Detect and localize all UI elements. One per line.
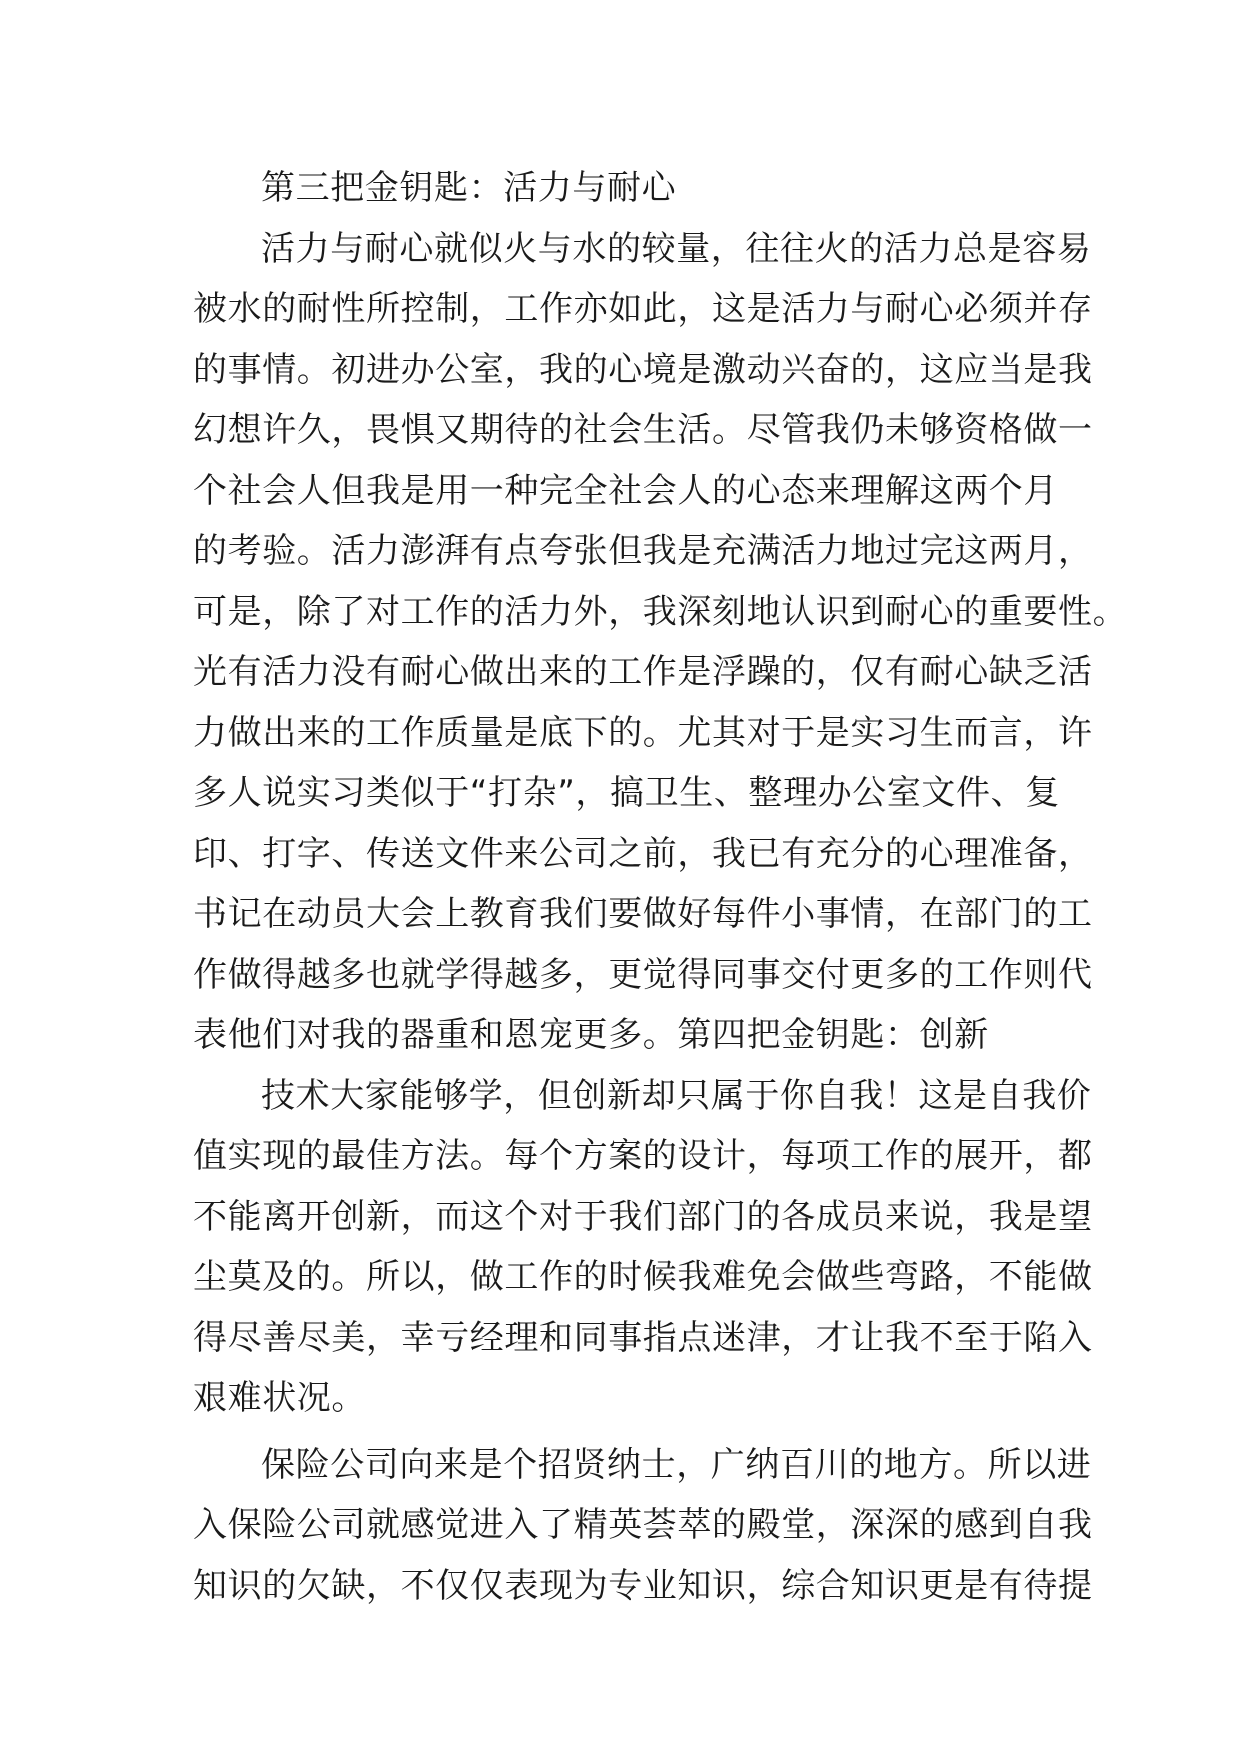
- paragraph-1: [193, 219, 1128, 1066]
- paragraph-3: [193, 1435, 1093, 1617]
- paragraph-line: 不能离开创新，而这个对于我们部门的各成员来说，我是望: [193, 1196, 1093, 1237]
- paragraph-line: 的考验。活力澎湃有点夸张但我是充满活力地过完这两月，: [193, 531, 1093, 571]
- paragraph-line: 艰难状况。: [193, 1378, 366, 1418]
- paragraph-line: 书记在动员大会上教育我们要做好每件小事情，在部门的工: [193, 894, 1093, 934]
- paragraph-line: 保险公司向来是个招贤纳士，广纳百川的地方。所以进: [261, 1444, 1092, 1485]
- paragraph-line: 技术大家能够学，但创新却只属于你自我！这是自我价: [261, 1075, 1092, 1116]
- paragraph-line: 幻想许久，畏惧又期待的社会生活。尽管我仍未够资格做一: [193, 410, 1093, 450]
- paragraph-line: 个社会人但我是用一种完全社会人的心态来理解这两个月: [193, 470, 1058, 511]
- paragraph-line: 力做出来的工作质量是底下的。尤其对于是实习生而言，许: [193, 712, 1093, 753]
- paragraph-line: 知识的欠缺，不仅仅表现为专业知识，综合知识更是有待提: [193, 1565, 1093, 1606]
- paragraph-line: 被水的耐性所控制，工作亦如此，这是活力与耐心必须并存: [193, 289, 1093, 329]
- paragraph-line: 多人说实习类似于“打杂”，搞卫生、整理办公室文件、复: [193, 773, 1060, 813]
- paragraph-line: 得尽善尽美，幸亏经理和同事指点迷津，才让我不至于陷入: [193, 1317, 1093, 1358]
- paragraph-line: 入保险公司就感觉进入了精英荟萃的殿堂，深深的感到自我: [193, 1505, 1093, 1545]
- paragraph-line: 表他们对我的器重和恩宠更多。第四把金钥匙：创新: [193, 1015, 989, 1055]
- section-heading: 第三把金钥匙：活力与耐心: [261, 168, 677, 208]
- paragraph-line: 活力与耐心就似火与水的较量，往往火的活力总是容易: [261, 228, 1092, 269]
- paragraph-line: 印、打字、传送文件来公司之前，我已有充分的心理准备，: [193, 833, 1093, 874]
- paragraph-line: 作做得越多也就学得越多，更觉得同事交付更多的工作则代: [193, 954, 1093, 995]
- paragraph-line: 尘莫及的。所以，做工作的时候我难免会做些弯路，不能做: [193, 1257, 1093, 1297]
- paragraph-line: 光有活力没有耐心做出来的工作是浮躁的，仅有耐心缺乏活: [193, 652, 1093, 692]
- paragraph-line: 的事情。初进办公室，我的心境是激动兴奋的，这应当是我: [193, 349, 1093, 390]
- paragraph-2: [193, 1066, 1093, 1429]
- paragraph-line: 可是，除了对工作的活力外，我深刻地认识到耐心的重要性。: [193, 591, 1128, 632]
- document-body: [193, 158, 1128, 1616]
- paragraph-line: 值实现的最佳方法。每个方案的设计，每项工作的展开，都: [193, 1136, 1093, 1176]
